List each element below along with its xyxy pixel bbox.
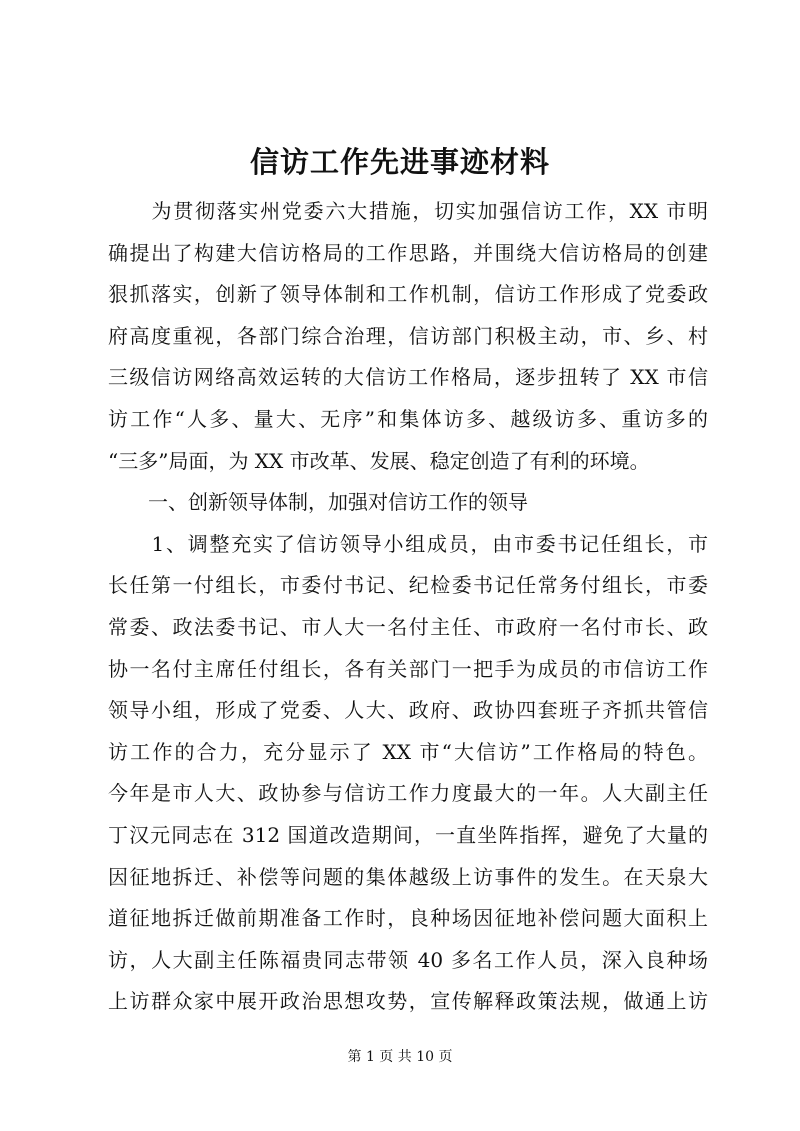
body-line: 领导小组，形成了党委、人大、政府、政协四套班子齐抓共管信 (108, 698, 708, 723)
body-line: 访工作“人多、量大、无序”和集体访多、越级访多、重访多的 (108, 406, 708, 431)
body-line: 1、调整充实了信访领导小组成员，由市委书记任组长，市 (108, 531, 708, 556)
body-line: 三级信访网络高效运转的大信访工作格局，逐步扭转了 XX 市信 (108, 365, 708, 390)
document-title: 信访工作先进事迹材料 (249, 145, 550, 179)
body-line: 上访群众家中展开政治思想攻势，宣传解释政策法规，做通上访 (108, 989, 708, 1014)
body-line: 常委、政法委书记、市人大一名付主任、市政府一名付市长、政 (108, 614, 708, 639)
body-line: 访工作的合力，充分显示了 XX 市“大信访”工作格局的特色。 (108, 739, 708, 764)
page-number-footer: 第 1 页 共 10 页 (347, 1049, 453, 1065)
body-line: 确提出了构建大信访格局的工作思路，并围绕大信访格局的创建 (108, 240, 708, 265)
body-line: 府高度重视，各部门综合治理，信访部门积极主动，市、乡、村 (108, 323, 708, 348)
body-line: 丁汉元同志在 312 国道改造期间，一直坐阵指挥，避免了大量的 (108, 822, 708, 847)
body-line: 今年是市人大、政协参与信访工作力度最大的一年。人大副主任 (108, 781, 708, 806)
body-line: 狠抓落实，创新了领导体制和工作机制，信访工作形成了党委政 (108, 282, 708, 307)
body-line: 因征地拆迁、补偿等问题的集体越级上访事件的发生。在天泉大 (108, 864, 708, 889)
body-line: 道征地拆迁做前期准备工作时，良种场因征地补偿问题大面积上 (108, 906, 708, 931)
body-line: 长任第一付组长，市委付书记、纪检委书记任常务付组长，市委 (108, 573, 708, 598)
body-line: 为贯彻落实州党委六大措施，切实加强信访工作，XX 市明 (108, 199, 708, 223)
body-line: “三多”局面，为 XX 市改革、发展、稳定创造了有利的环境。 (108, 448, 650, 473)
document-body (108, 191, 708, 1023)
body-line: 访，人大副主任陈福贵同志带领 40 多名工作人员，深入良种场 (108, 947, 708, 972)
body-line: 协一名付主席任付组长，各有关部门一把手为成员的市信访工作 (108, 656, 708, 681)
section-heading: 一、创新领导体制，加强对信访工作的领导 (108, 490, 528, 515)
